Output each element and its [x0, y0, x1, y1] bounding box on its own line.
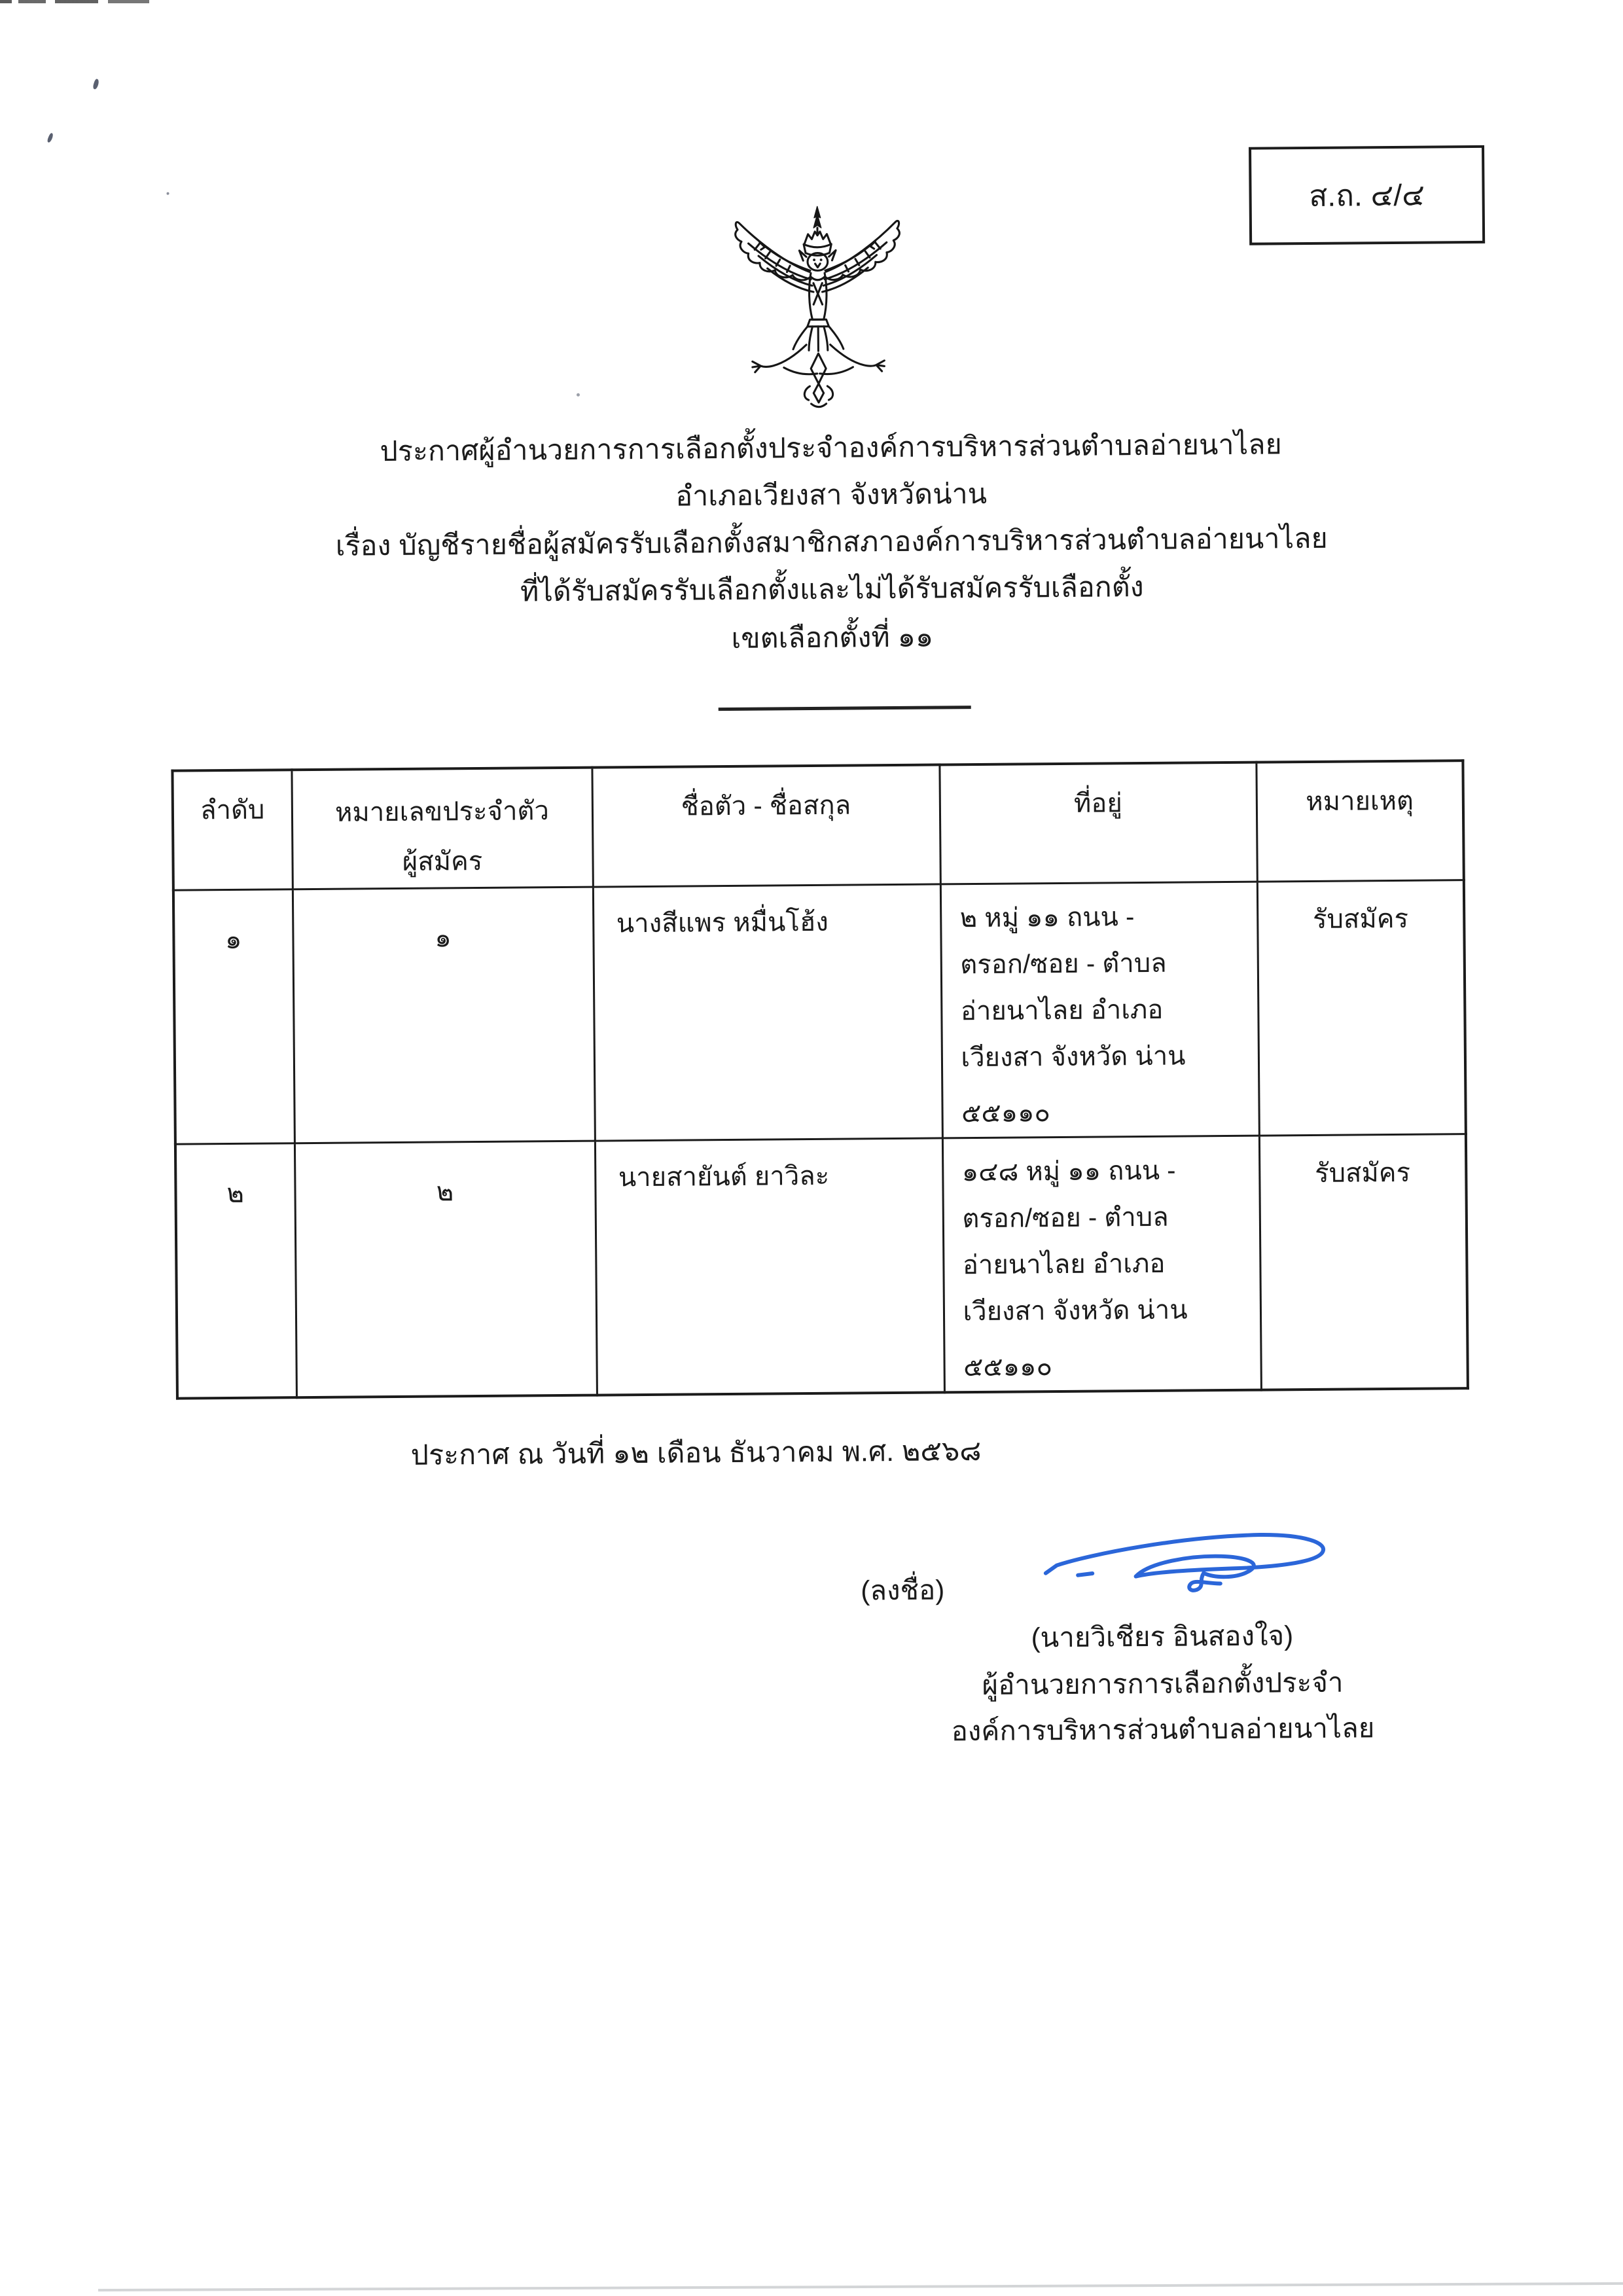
title-line-5: เขตเลือกตั้งที่ ๑๑	[731, 621, 934, 655]
sign-label: (ลงชื่อ)	[861, 1574, 945, 1606]
row2-address	[942, 1136, 1261, 1392]
row1-address-line3: อ่ายนาไลย อำเภอ	[960, 995, 1164, 1026]
row1-number: ๑	[293, 887, 595, 1143]
scan-edge-artifact	[0, 0, 149, 3]
table-row	[173, 880, 1466, 1144]
row1-no: ๑	[173, 889, 294, 1144]
header-candidate-number	[291, 768, 592, 889]
table-header-row	[172, 761, 1463, 890]
scan-speck	[167, 192, 169, 195]
signer-name: (นายวิเชียร อินสองใจ)	[1031, 1620, 1294, 1653]
header-candidate-number-line2: ผู้สมัคร	[402, 846, 483, 876]
form-code: ส.ถ. ๔/๔	[1309, 177, 1425, 213]
row1-address	[940, 882, 1259, 1138]
row2-address-line1: ๑๔๘ หมู่ ๑๑ ถนน -	[961, 1156, 1176, 1187]
table-row	[175, 1134, 1468, 1399]
announcement-date-line: ประกาศ ณ วันที่ ๑๒ เดือน ธันวาคม พ.ศ. ๒๕๖๘	[410, 1435, 982, 1471]
title-divider-line	[719, 706, 971, 711]
row1-name: นางสีแพร หมื่นโฮ้ง	[593, 884, 942, 1141]
form-code-box	[1249, 145, 1485, 245]
scan-speck	[92, 79, 99, 90]
candidate-table	[171, 759, 1469, 1399]
row2-address-line4: เวียงสา จังหวัด น่าน	[963, 1295, 1188, 1327]
title-line-3: เรื่อง บัญชีรายชื่อผู้สมัครรับเลือกตั้งสมาชิกสภาองค์การบริหารส่วนตำบลอ่ายนาไลย	[335, 522, 1328, 562]
row2-no: ๒	[175, 1143, 296, 1399]
scan-speck	[46, 133, 54, 143]
row2-name: นายสายันต์ ยาวิละ	[595, 1138, 944, 1395]
row1-address-line1: ๒ หมู่ ๑๑ ถนน -	[959, 903, 1135, 933]
title-line-4: ที่ได้รับสมัครรับเลือกตั้งและไม่ได้รับสมัครรับเลือกตั้ง	[520, 571, 1144, 608]
scan-speck	[577, 393, 580, 397]
row2-address-line5: ๕๕๑๑๐	[963, 1352, 1053, 1382]
row1-remark: รับสมัคร	[1257, 880, 1466, 1136]
signature-scribble	[1010, 1498, 1345, 1602]
row1-address-line5: ๕๕๑๑๐	[961, 1098, 1051, 1128]
row2-address-line3: อ่ายนาไลย อำเภอ	[962, 1249, 1166, 1280]
header-remark: หมายเหตุ	[1256, 761, 1463, 882]
header-name: ชื่อตัว - ชื่อสกุล	[592, 764, 940, 887]
header-address: ที่อยู่	[939, 762, 1257, 884]
header-no: ลำดับ	[172, 770, 292, 890]
row1-address-line2: ตรอก/ซอย - ตำบล	[960, 948, 1167, 980]
signer-title-line1: ผู้อำนวยการการเลือกตั้งประจำ	[982, 1666, 1344, 1700]
garuda-emblem-icon	[723, 200, 914, 420]
row1-address-line4: เวียงสา จังหวัด น่าน	[961, 1041, 1186, 1073]
signer-title-line2: องค์การบริหารส่วนตำบลอ่ายนาไลย	[951, 1712, 1375, 1747]
title-line-1: ประกาศผู้อำนวยการการเลือกตั้งประจำองค์การบริหารส่วนตำบลอ่ายนาไลย	[380, 429, 1282, 468]
row2-number: ๒	[294, 1141, 597, 1397]
row2-remark: รับสมัคร	[1259, 1134, 1468, 1390]
row2-address-line2: ตรอก/ซอย - ตำบล	[962, 1202, 1169, 1234]
title-line-2: อำเภอเวียงสา จังหวัดน่าน	[675, 478, 988, 512]
header-candidate-number-line1: หมายเลขประจำตัว	[334, 797, 550, 827]
